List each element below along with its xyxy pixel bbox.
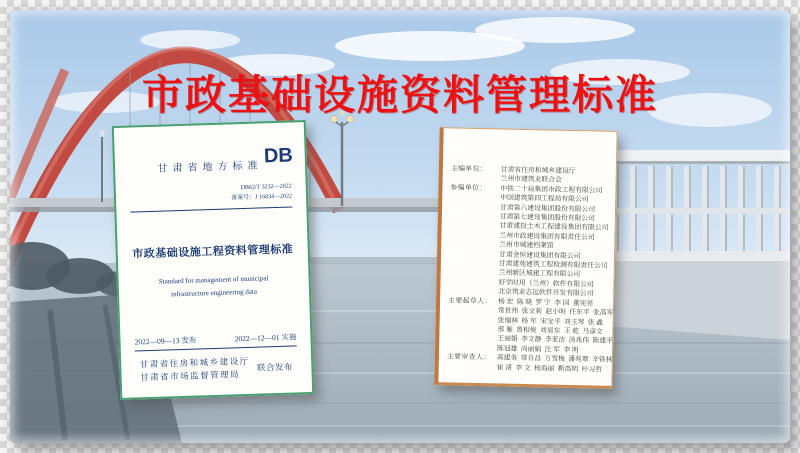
credit-row-text: 中国建筑第四工程局有限公司 [500, 194, 589, 204]
credit-row-label: 主要审查人： [446, 353, 491, 362]
credit-row-text: 甘肃第七建设集团股份有限公司 [499, 213, 596, 223]
credit-row-text: 兰州市城建档案馆 [499, 241, 554, 250]
cover-divider-top [130, 207, 292, 213]
credit-row-text: 好学时用（兰州）软件有限公司 [498, 279, 594, 289]
credit-row-label: 主要起草人： [448, 297, 492, 305]
credit-row-text: 甘肃金恒建设集团有限公司 [498, 251, 581, 260]
credit-row-text: 常世伟 张文莉 赵小明 任东平 张高军 [497, 307, 614, 317]
credit-row-text: 崔 清 李 文 杨海丽 靳高明 叶习哲 [496, 363, 603, 374]
credit-row-text: 甘肃建苑建筑工程检测有限责任公司 [498, 260, 608, 270]
credit-row-text: 兰州市建筑业联合会 [500, 175, 562, 185]
credit-row-text: 甘肃建投土木工程建设集团有限公司 [499, 222, 609, 233]
credit-row-text: 兰州新区城建工程有限公司 [498, 269, 581, 279]
credit-row-text: 甘肃省住房和城乡建设厅 [500, 166, 576, 176]
credit-row-text: 兰州市政建设集团有限责任公司 [499, 232, 595, 242]
credit-rows [446, 164, 614, 374]
cover-title-cn: 市政基础设施工程资料管理标准 [132, 243, 294, 261]
credit-row-label: 参编单位： [450, 184, 488, 192]
cover-joint-release: 联合发布 [256, 361, 294, 374]
slide-title: 市政基础设施资料管理标准 [142, 72, 658, 118]
concrete-ledge [608, 260, 790, 340]
credit-row-text: 高建务 常自昌 万雪梅 潘兆翠 辛铁林 [496, 354, 613, 364]
credit-row-text: 中铁二十局集团市政工程有限公司 [500, 185, 603, 195]
cover-implement-date: 2022—12—01 实施 [234, 332, 297, 344]
cover-standard-number: DB62/T 3232—2022 [240, 183, 292, 192]
credit-row-text: 邢 雁 鲁相俊 刘昊东 王 乾 马彦文 [497, 326, 603, 336]
credit-row-text: 张瑞林 杨 军 宋宝平 刘玉琴 张 鑫 [497, 316, 604, 327]
cover-title-en: Standard for management of municipal infrastructure engineering data [158, 274, 269, 299]
credits-page [434, 127, 617, 389]
credit-row-text: 陈冠雄 尚丽娟 汪 军 李 明 [497, 345, 579, 354]
credit-row-text: 甘肃第六建设集团股份有限公司 [499, 204, 596, 214]
db-logo: DB [263, 144, 294, 168]
credit-row [447, 362, 604, 375]
credit-row-label [447, 362, 497, 372]
credit-row-text: 王丽娟 李文静 李亚洁 汤兆伟 陈建平 [497, 335, 613, 346]
cover-record-number: 备案号：J 16834—2022 [231, 193, 293, 202]
cover-issue-date: 2022—09—13 发布 [134, 335, 197, 347]
credit-row-text: 杨 宏 陈 晓 罗 宁 李 国 董宪亮 [498, 298, 594, 308]
cover-publishers: 甘肃省住房和城乡建设厅 甘肃省市场监督管理局 [139, 355, 250, 383]
cover-standard-type: 甘肃省地方标准 [157, 160, 263, 175]
standard-cover-front [112, 120, 315, 400]
credit-row-label: 主编单位： [450, 165, 488, 174]
credit-row-text: 北京筑业志远软件开发有限公司 [498, 288, 594, 298]
